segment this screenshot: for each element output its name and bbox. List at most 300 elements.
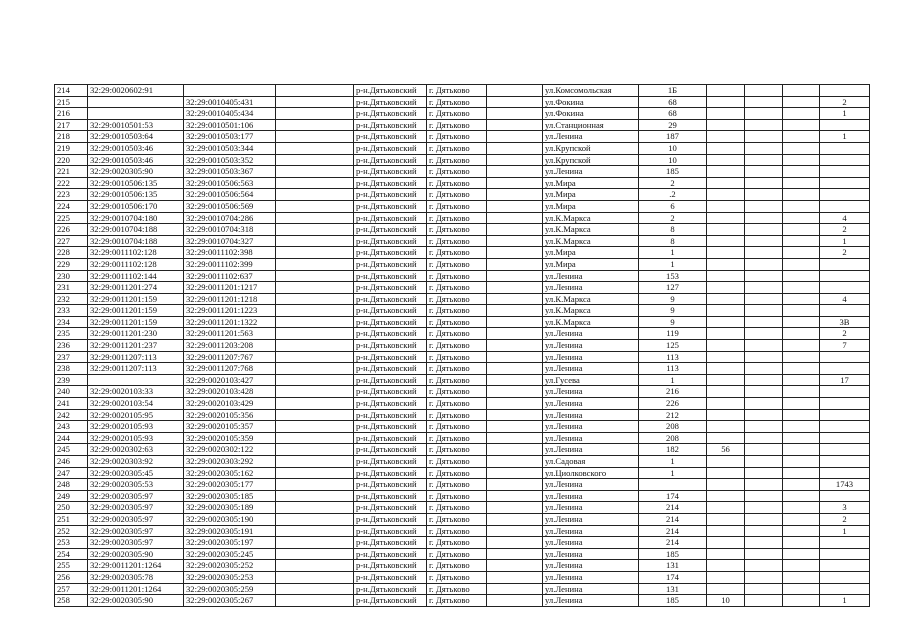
blank-cell bbox=[276, 258, 354, 270]
apartment-cell bbox=[820, 351, 870, 363]
extra-cell bbox=[707, 85, 745, 97]
row-number: 243 bbox=[55, 421, 88, 433]
cadastral-number-land: 32:29:0020305:97 bbox=[88, 490, 184, 502]
cadastral-number-land: 32:29:0010503:64 bbox=[88, 131, 184, 143]
city-cell: г. Дятьково bbox=[427, 490, 487, 502]
district-cell: р-н.Дятьковский bbox=[354, 270, 427, 282]
extra-cell bbox=[745, 386, 783, 398]
row-number: 222 bbox=[55, 177, 88, 189]
extra-cell bbox=[783, 421, 820, 433]
extra-cell bbox=[783, 200, 820, 212]
street-cell: ул.К.Маркса bbox=[543, 235, 639, 247]
extra-cell bbox=[707, 386, 745, 398]
row-number: 221 bbox=[55, 166, 88, 178]
row-number: 247 bbox=[55, 467, 88, 479]
blank-cell bbox=[487, 282, 543, 294]
extra-cell bbox=[745, 571, 783, 583]
cadastral-number-object: 32:29:0010405:431 bbox=[184, 96, 276, 108]
cadastral-number-object: 32:29:0011201:563 bbox=[184, 328, 276, 340]
extra-cell bbox=[745, 108, 783, 120]
house-number-cell: 2 bbox=[639, 177, 707, 189]
extra-cell bbox=[745, 85, 783, 97]
city-cell: г. Дятьково bbox=[427, 456, 487, 468]
blank-cell bbox=[276, 537, 354, 549]
row-number: 241 bbox=[55, 398, 88, 410]
extra-cell bbox=[745, 316, 783, 328]
street-cell: ул.Ленина bbox=[543, 571, 639, 583]
district-cell: р-н.Дятьковский bbox=[354, 595, 427, 607]
street-cell: ул.Ленина bbox=[543, 583, 639, 595]
extra-cell bbox=[745, 142, 783, 154]
house-number-cell: 208 bbox=[639, 421, 707, 433]
extra-cell bbox=[707, 525, 745, 537]
blank-cell bbox=[276, 212, 354, 224]
row-number: 224 bbox=[55, 200, 88, 212]
cadastral-number-land: 32:29:0011102:128 bbox=[88, 247, 184, 259]
cadastral-number-land: 32:29:0020302:63 bbox=[88, 444, 184, 456]
table-row bbox=[55, 316, 870, 328]
extra-cell bbox=[707, 583, 745, 595]
city-cell: г. Дятьково bbox=[427, 571, 487, 583]
extra-cell bbox=[707, 409, 745, 421]
table-row bbox=[55, 258, 870, 270]
extra-cell bbox=[707, 189, 745, 201]
extra-cell bbox=[745, 432, 783, 444]
house-number-cell: 68 bbox=[639, 96, 707, 108]
apartment-cell: 1 bbox=[820, 235, 870, 247]
street-cell: ул.Ленина bbox=[543, 398, 639, 410]
city-cell: г. Дятьково bbox=[427, 398, 487, 410]
cadastral-number-object: 32:29:0020305:245 bbox=[184, 548, 276, 560]
blank-cell bbox=[276, 351, 354, 363]
cadastral-number-land: 32:29:0020305:90 bbox=[88, 166, 184, 178]
extra-cell bbox=[783, 444, 820, 456]
city-cell: г. Дятьково bbox=[427, 409, 487, 421]
extra-cell bbox=[707, 571, 745, 583]
extra-cell bbox=[783, 409, 820, 421]
blank-cell bbox=[276, 166, 354, 178]
row-number: 215 bbox=[55, 96, 88, 108]
blank-cell bbox=[276, 525, 354, 537]
extra-cell bbox=[783, 177, 820, 189]
extra-cell bbox=[745, 398, 783, 410]
apartment-cell bbox=[820, 537, 870, 549]
blank-cell bbox=[276, 421, 354, 433]
extra-cell bbox=[745, 502, 783, 514]
district-cell: р-н.Дятьковский bbox=[354, 409, 427, 421]
extra-cell bbox=[707, 467, 745, 479]
street-cell: ул.Ленина bbox=[543, 537, 639, 549]
table-row bbox=[55, 537, 870, 549]
extra-cell bbox=[783, 363, 820, 375]
row-number: 236 bbox=[55, 340, 88, 352]
extra-cell bbox=[707, 340, 745, 352]
row-number: 257 bbox=[55, 583, 88, 595]
house-number-cell: 125 bbox=[639, 340, 707, 352]
blank-cell bbox=[487, 409, 543, 421]
apartment-cell bbox=[820, 85, 870, 97]
blank-cell bbox=[276, 247, 354, 259]
cadastral-number-object: 32:29:0020305:267 bbox=[184, 595, 276, 607]
table-row bbox=[55, 189, 870, 201]
apartment-cell: 2 bbox=[820, 328, 870, 340]
cadastral-number-object: 32:29:0020302:122 bbox=[184, 444, 276, 456]
row-number: 246 bbox=[55, 456, 88, 468]
apartment-cell bbox=[820, 409, 870, 421]
table-row bbox=[55, 595, 870, 607]
district-cell: р-н.Дятьковский bbox=[354, 177, 427, 189]
extra-cell bbox=[745, 189, 783, 201]
apartment-cell bbox=[820, 432, 870, 444]
table-row bbox=[55, 490, 870, 502]
street-cell: ул.Мира bbox=[543, 247, 639, 259]
city-cell: г. Дятьково bbox=[427, 85, 487, 97]
district-cell: р-н.Дятьковский bbox=[354, 293, 427, 305]
table-row bbox=[55, 200, 870, 212]
house-number-cell: 187 bbox=[639, 131, 707, 143]
house-number-cell: 174 bbox=[639, 490, 707, 502]
extra-cell bbox=[745, 96, 783, 108]
cadastral-number-land: 32:29:0010506:135 bbox=[88, 189, 184, 201]
extra-cell bbox=[745, 525, 783, 537]
cadastral-number-land: 32:29:0020105:95 bbox=[88, 409, 184, 421]
table-row bbox=[55, 282, 870, 294]
blank-cell bbox=[276, 96, 354, 108]
table-row bbox=[55, 305, 870, 317]
table-row bbox=[55, 398, 870, 410]
row-number: 245 bbox=[55, 444, 88, 456]
city-cell: г. Дятьково bbox=[427, 548, 487, 560]
district-cell: р-н.Дятьковский bbox=[354, 583, 427, 595]
city-cell: г. Дятьково bbox=[427, 351, 487, 363]
street-cell: ул.Садовая bbox=[543, 456, 639, 468]
street-cell: ул.Ленина bbox=[543, 513, 639, 525]
blank-cell bbox=[487, 398, 543, 410]
table-row bbox=[55, 96, 870, 108]
house-number-cell: 1 bbox=[639, 247, 707, 259]
street-cell: ул.Ленина bbox=[543, 490, 639, 502]
apartment-cell: 4 bbox=[820, 293, 870, 305]
extra-cell bbox=[783, 583, 820, 595]
extra-cell bbox=[783, 351, 820, 363]
table-row bbox=[55, 224, 870, 236]
extra-cell bbox=[745, 363, 783, 375]
extra-cell bbox=[783, 525, 820, 537]
extra-cell bbox=[783, 571, 820, 583]
row-number: 237 bbox=[55, 351, 88, 363]
extra-cell bbox=[745, 212, 783, 224]
blank-cell bbox=[487, 513, 543, 525]
apartment-cell: 7 bbox=[820, 340, 870, 352]
extra-cell bbox=[707, 119, 745, 131]
street-cell: ул.К.Маркса bbox=[543, 316, 639, 328]
cadastral-number-land: 32:29:0020305:53 bbox=[88, 479, 184, 491]
table-row bbox=[55, 351, 870, 363]
table-row bbox=[55, 409, 870, 421]
apartment-cell bbox=[820, 560, 870, 572]
extra-cell bbox=[783, 305, 820, 317]
extra-cell bbox=[783, 258, 820, 270]
row-number: 255 bbox=[55, 560, 88, 572]
blank-cell bbox=[487, 293, 543, 305]
blank-cell bbox=[276, 293, 354, 305]
city-cell: г. Дятьково bbox=[427, 328, 487, 340]
cadastral-number-land: 32:29:0010501:53 bbox=[88, 119, 184, 131]
extra-cell: 56 bbox=[707, 444, 745, 456]
row-number: 214 bbox=[55, 85, 88, 97]
cadastral-number-land bbox=[88, 374, 184, 386]
house-number-cell: 214 bbox=[639, 502, 707, 514]
cadastral-number-object: 32:29:0020305:259 bbox=[184, 583, 276, 595]
blank-cell bbox=[487, 154, 543, 166]
street-cell: ул.Ленина bbox=[543, 502, 639, 514]
extra-cell bbox=[745, 328, 783, 340]
blank-cell bbox=[487, 560, 543, 572]
cadastral-number-land: 32:29:0020105:93 bbox=[88, 421, 184, 433]
table-row bbox=[55, 571, 870, 583]
house-number-cell: 29 bbox=[639, 119, 707, 131]
city-cell: г. Дятьково bbox=[427, 282, 487, 294]
extra-cell bbox=[745, 421, 783, 433]
row-number: 250 bbox=[55, 502, 88, 514]
blank-cell bbox=[487, 166, 543, 178]
district-cell: р-н.Дятьковский bbox=[354, 432, 427, 444]
cadastral-number-object: 32:29:0011201:1218 bbox=[184, 293, 276, 305]
street-cell: ул.Ленина bbox=[543, 166, 639, 178]
table-row bbox=[55, 560, 870, 572]
house-number-cell: 182 bbox=[639, 444, 707, 456]
cadastral-number-land: 32:29:0011207:113 bbox=[88, 363, 184, 375]
apartment-cell bbox=[820, 258, 870, 270]
cadastral-number-land: 32:29:0020305:78 bbox=[88, 571, 184, 583]
blank-cell bbox=[487, 502, 543, 514]
extra-cell bbox=[783, 548, 820, 560]
cadastral-number-object: 32:29:0011207:768 bbox=[184, 363, 276, 375]
extra-cell bbox=[783, 131, 820, 143]
house-number-cell: 214 bbox=[639, 537, 707, 549]
table-row bbox=[55, 479, 870, 491]
row-number: 232 bbox=[55, 293, 88, 305]
blank-cell bbox=[276, 444, 354, 456]
extra-cell bbox=[783, 374, 820, 386]
house-number-cell: 185 bbox=[639, 548, 707, 560]
row-number: 226 bbox=[55, 224, 88, 236]
cadastral-number-object: 32:29:0010501:106 bbox=[184, 119, 276, 131]
blank-cell bbox=[276, 490, 354, 502]
blank-cell bbox=[487, 595, 543, 607]
extra-cell bbox=[745, 200, 783, 212]
blank-cell bbox=[487, 525, 543, 537]
cadastral-number-object: 32:29:0020303:292 bbox=[184, 456, 276, 468]
district-cell: р-н.Дятьковский bbox=[354, 108, 427, 120]
blank-cell bbox=[276, 177, 354, 189]
cadastral-number-land: 32:29:0011201:159 bbox=[88, 305, 184, 317]
extra-cell bbox=[745, 513, 783, 525]
house-number-cell: 113 bbox=[639, 363, 707, 375]
house-number-cell: 9 bbox=[639, 305, 707, 317]
cadastral-number-object: 32:29:0011201:1223 bbox=[184, 305, 276, 317]
city-cell: г. Дятьково bbox=[427, 200, 487, 212]
street-cell: ул.Мира bbox=[543, 258, 639, 270]
blank-cell bbox=[487, 432, 543, 444]
cadastral-number-land: 32:29:0011102:144 bbox=[88, 270, 184, 282]
district-cell: р-н.Дятьковский bbox=[354, 502, 427, 514]
table-row bbox=[55, 456, 870, 468]
extra-cell bbox=[745, 154, 783, 166]
cadastral-number-object: 32:29:0011102:637 bbox=[184, 270, 276, 282]
city-cell: г. Дятьково bbox=[427, 444, 487, 456]
blank-cell bbox=[276, 467, 354, 479]
city-cell: г. Дятьково bbox=[427, 421, 487, 433]
cadastral-number-land: 32:29:0011201:1264 bbox=[88, 560, 184, 572]
cadastral-number-land: 32:29:0020305:90 bbox=[88, 595, 184, 607]
blank-cell bbox=[276, 200, 354, 212]
district-cell: р-н.Дятьковский bbox=[354, 571, 427, 583]
blank-cell bbox=[276, 154, 354, 166]
district-cell: р-н.Дятьковский bbox=[354, 166, 427, 178]
row-number: 244 bbox=[55, 432, 88, 444]
apartment-cell: 2 bbox=[820, 96, 870, 108]
extra-cell bbox=[783, 513, 820, 525]
extra-cell bbox=[783, 467, 820, 479]
street-cell: ул.Крупской bbox=[543, 154, 639, 166]
city-cell: г. Дятьково bbox=[427, 305, 487, 317]
district-cell: р-н.Дятьковский bbox=[354, 351, 427, 363]
district-cell: р-н.Дятьковский bbox=[354, 247, 427, 259]
apartment-cell bbox=[820, 189, 870, 201]
street-cell: ул.Мира bbox=[543, 189, 639, 201]
apartment-cell: 2 bbox=[820, 513, 870, 525]
extra-cell bbox=[707, 154, 745, 166]
extra-cell bbox=[707, 537, 745, 549]
extra-cell: 10 bbox=[707, 595, 745, 607]
row-number: 227 bbox=[55, 235, 88, 247]
cadastral-number-object: 32:29:0020305:162 bbox=[184, 467, 276, 479]
house-number-cell: 1Б bbox=[639, 85, 707, 97]
cadastral-number-land: 32:29:0011201:159 bbox=[88, 316, 184, 328]
street-cell: ул.К.Маркса bbox=[543, 224, 639, 236]
extra-cell bbox=[707, 374, 745, 386]
blank-cell bbox=[276, 142, 354, 154]
city-cell: г. Дятьково bbox=[427, 119, 487, 131]
cadastral-number-land: 32:29:0020305:90 bbox=[88, 548, 184, 560]
street-cell: ул.Ленина bbox=[543, 548, 639, 560]
city-cell: г. Дятьково bbox=[427, 502, 487, 514]
cadastral-number-object: 32:29:0020103:429 bbox=[184, 398, 276, 410]
cadastral-number-object: 32:29:0020305:189 bbox=[184, 502, 276, 514]
cadastral-number-land: 32:29:0020303:92 bbox=[88, 456, 184, 468]
extra-cell bbox=[707, 316, 745, 328]
extra-cell bbox=[707, 421, 745, 433]
registry-body bbox=[55, 85, 870, 607]
blank-cell bbox=[276, 235, 354, 247]
row-number: 238 bbox=[55, 363, 88, 375]
street-cell: ул.К.Маркса bbox=[543, 212, 639, 224]
house-number-cell: 131 bbox=[639, 560, 707, 572]
city-cell: г. Дятьково bbox=[427, 467, 487, 479]
extra-cell bbox=[707, 166, 745, 178]
extra-cell bbox=[745, 537, 783, 549]
district-cell: р-н.Дятьковский bbox=[354, 316, 427, 328]
cadastral-number-object: 32:29:0020305:190 bbox=[184, 513, 276, 525]
apartment-cell bbox=[820, 363, 870, 375]
house-number-cell: 9 bbox=[639, 293, 707, 305]
extra-cell bbox=[783, 270, 820, 282]
house-number-cell: 185 bbox=[639, 166, 707, 178]
blank-cell bbox=[487, 583, 543, 595]
apartment-cell bbox=[820, 282, 870, 294]
cadastral-number-land: 32:29:0010506:135 bbox=[88, 177, 184, 189]
house-number-cell: 8 bbox=[639, 235, 707, 247]
blank-cell bbox=[487, 258, 543, 270]
apartment-cell: 1743 bbox=[820, 479, 870, 491]
table-row bbox=[55, 142, 870, 154]
city-cell: г. Дятьково bbox=[427, 108, 487, 120]
blank-cell bbox=[487, 374, 543, 386]
city-cell: г. Дятьково bbox=[427, 224, 487, 236]
cadastral-number-object: 32:29:0020105:359 bbox=[184, 432, 276, 444]
extra-cell bbox=[745, 177, 783, 189]
city-cell: г. Дятьково bbox=[427, 537, 487, 549]
house-number-cell: 9 bbox=[639, 316, 707, 328]
street-cell: ул.Ленина bbox=[543, 363, 639, 375]
street-cell: ул.Фокина bbox=[543, 108, 639, 120]
cadastral-number-land: 32:29:0020602:91 bbox=[88, 85, 184, 97]
row-number: 252 bbox=[55, 525, 88, 537]
extra-cell bbox=[707, 108, 745, 120]
street-cell: ул.Ленина bbox=[543, 282, 639, 294]
city-cell: г. Дятьково bbox=[427, 525, 487, 537]
table-row bbox=[55, 548, 870, 560]
district-cell: р-н.Дятьковский bbox=[354, 131, 427, 143]
blank-cell bbox=[487, 363, 543, 375]
blank-cell bbox=[487, 328, 543, 340]
extra-cell bbox=[745, 282, 783, 294]
apartment-cell bbox=[820, 305, 870, 317]
apartment-cell: 2 bbox=[820, 247, 870, 259]
apartment-cell bbox=[820, 456, 870, 468]
extra-cell bbox=[745, 258, 783, 270]
house-number-cell: 153 bbox=[639, 270, 707, 282]
cadastral-number-object: 32:29:0011102:399 bbox=[184, 258, 276, 270]
extra-cell bbox=[707, 351, 745, 363]
house-number-cell: 1 bbox=[639, 258, 707, 270]
cadastral-number-object: 32:29:0020105:357 bbox=[184, 421, 276, 433]
house-number-cell: 10 bbox=[639, 142, 707, 154]
apartment-cell: 1 bbox=[820, 108, 870, 120]
blank-cell bbox=[276, 189, 354, 201]
blank-cell bbox=[487, 119, 543, 131]
street-cell: ул.Ленина bbox=[543, 351, 639, 363]
row-number: 231 bbox=[55, 282, 88, 294]
city-cell: г. Дятьково bbox=[427, 560, 487, 572]
street-cell: ул.Ленина bbox=[543, 595, 639, 607]
extra-cell bbox=[745, 235, 783, 247]
blank-cell bbox=[487, 96, 543, 108]
extra-cell bbox=[707, 398, 745, 410]
street-cell: ул.Ленина bbox=[543, 421, 639, 433]
blank-cell bbox=[487, 177, 543, 189]
row-number: 220 bbox=[55, 154, 88, 166]
cadastral-number-object: 32:29:0020305:177 bbox=[184, 479, 276, 491]
district-cell: р-н.Дятьковский bbox=[354, 212, 427, 224]
row-number: 249 bbox=[55, 490, 88, 502]
cadastral-number-land: 32:29:0020305:45 bbox=[88, 467, 184, 479]
extra-cell bbox=[783, 398, 820, 410]
row-number: 253 bbox=[55, 537, 88, 549]
extra-cell bbox=[745, 560, 783, 572]
district-cell: р-н.Дятьковский bbox=[354, 374, 427, 386]
